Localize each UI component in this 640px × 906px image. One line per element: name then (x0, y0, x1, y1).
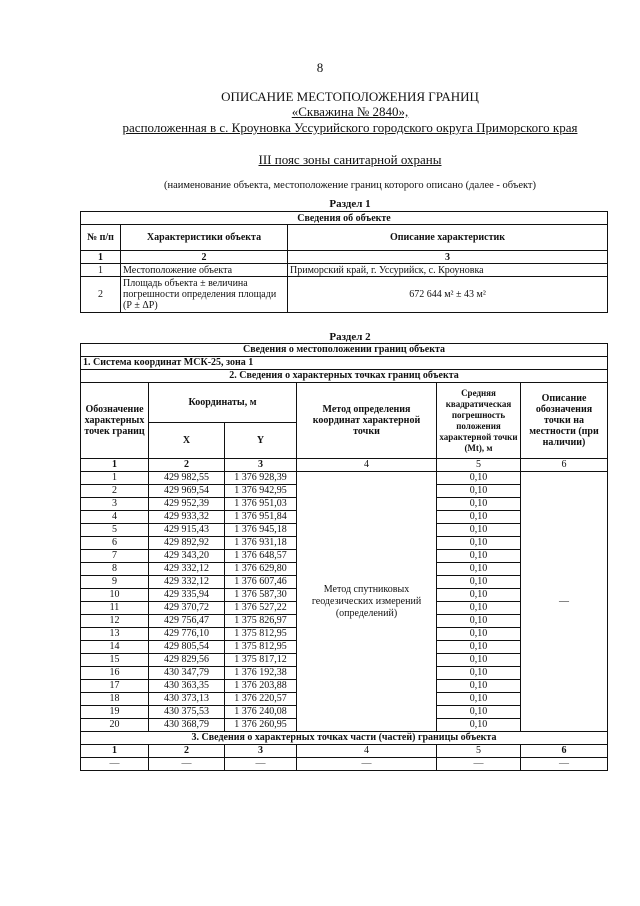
point-accuracy: 0,10 (437, 563, 521, 576)
point-number: 10 (81, 589, 149, 602)
point-x: 429 952,39 (149, 498, 225, 511)
point-accuracy: 0,10 (437, 550, 521, 563)
object-info-table (80, 211, 608, 313)
dash-cell: — (437, 758, 521, 771)
point-x: 429 982,55 (149, 472, 225, 485)
num-cell: 4 (297, 745, 437, 758)
num-cell: 2 (121, 251, 288, 264)
point-number: 6 (81, 537, 149, 550)
col-method-header: Метод определения координат характерной точки (297, 383, 437, 459)
point-accuracy: 0,10 (437, 667, 521, 680)
row-desc: 672 644 м² ± 43 м² (288, 277, 608, 313)
subsection3-header: 3. Сведения о характерных точках части (частей) границы объекта (81, 732, 608, 745)
section2-label: Раздел 2 (329, 331, 371, 343)
col-desc-header: Описание характеристик (288, 225, 608, 251)
point-y: 1 376 945,18 (225, 524, 297, 537)
point-x: 429 933,32 (149, 511, 225, 524)
point-x: 430 375,53 (149, 706, 225, 719)
point-accuracy: 0,10 (437, 680, 521, 693)
method-cell: Метод спутниковых геодезических измерений (определений) (297, 472, 437, 732)
point-y: 1 376 587,30 (225, 589, 297, 602)
point-accuracy: 0,10 (437, 472, 521, 485)
point-y: 1 376 260,95 (225, 719, 297, 732)
point-y: 1 375 812,95 (225, 641, 297, 654)
point-number: 16 (81, 667, 149, 680)
point-number: 17 (81, 680, 149, 693)
point-y: 1 376 629,80 (225, 563, 297, 576)
point-x: 430 373,13 (149, 693, 225, 706)
boundary-points-table (80, 343, 608, 771)
point-y: 1 376 942,95 (225, 485, 297, 498)
page-number: 8 (316, 60, 324, 75)
point-number: 2 (81, 485, 149, 498)
point-number: 11 (81, 602, 149, 615)
point-number: 12 (81, 615, 149, 628)
row-char: Местоположение объекта (121, 264, 288, 277)
point-accuracy: 0,10 (437, 719, 521, 732)
subsection2-header: 2. Сведения о характерных точках границ объекта (81, 370, 608, 383)
row-num: 1 (81, 264, 121, 277)
dash-cell: — (297, 758, 437, 771)
point-y: 1 376 203,88 (225, 680, 297, 693)
num-cell: 3 (225, 745, 297, 758)
num-cell: 4 (297, 459, 437, 472)
num-cell: 1 (81, 459, 149, 472)
point-x: 429 332,12 (149, 576, 225, 589)
point-x: 430 363,35 (149, 680, 225, 693)
section1-header: Сведения об объекте (81, 212, 608, 225)
point-x: 429 829,56 (149, 654, 225, 667)
num-cell: 3 (225, 459, 297, 472)
point-y: 1 375 812,95 (225, 628, 297, 641)
col-char-header: Характеристики объекта (121, 225, 288, 251)
num-cell: 2 (149, 745, 225, 758)
table-row (81, 472, 608, 485)
point-y: 1 376 240,08 (225, 706, 297, 719)
point-number: 3 (81, 498, 149, 511)
point-accuracy: 0,10 (437, 706, 521, 719)
point-y: 1 376 928,39 (225, 472, 297, 485)
point-x: 429 969,54 (149, 485, 225, 498)
num-cell: 6 (521, 459, 608, 472)
point-number: 14 (81, 641, 149, 654)
point-number: 13 (81, 628, 149, 641)
row-desc: Приморский край, г. Уссурийск, с. Кроуновка (288, 264, 608, 277)
object-location: расположенная в с. Кроуновка Уссурийского городского округа Приморского края (122, 120, 578, 135)
point-number: 18 (81, 693, 149, 706)
zone-title: III пояс зоны санитарной охраны (258, 152, 442, 167)
num-cell: 5 (437, 459, 521, 472)
point-accuracy: 0,10 (437, 602, 521, 615)
point-y: 1 376 192,38 (225, 667, 297, 680)
point-number: 5 (81, 524, 149, 537)
point-y: 1 376 607,46 (225, 576, 297, 589)
points-body (81, 472, 608, 732)
point-x: 429 335,94 (149, 589, 225, 602)
point-accuracy: 0,10 (437, 615, 521, 628)
point-accuracy: 0,10 (437, 576, 521, 589)
col-coords-header: Координаты, м (149, 383, 297, 423)
point-accuracy: 0,10 (437, 524, 521, 537)
point-number: 7 (81, 550, 149, 563)
point-accuracy: 0,10 (437, 498, 521, 511)
point-accuracy: 0,10 (437, 641, 521, 654)
num-cell: 1 (81, 745, 149, 758)
point-accuracy: 0,10 (437, 693, 521, 706)
table-row (81, 277, 608, 313)
dash-cell: — (81, 758, 149, 771)
point-accuracy: 0,10 (437, 485, 521, 498)
point-accuracy: 0,10 (437, 654, 521, 667)
col-point-header: Обозначение характерных точек границ (81, 383, 149, 459)
point-y: 1 376 951,84 (225, 511, 297, 524)
point-y: 1 376 527,22 (225, 602, 297, 615)
point-y: 1 376 931,18 (225, 537, 297, 550)
point-accuracy: 0,10 (437, 537, 521, 550)
point-number: 19 (81, 706, 149, 719)
col-x-header: X (149, 423, 225, 459)
section2-header: Сведения о местоположении границ объекта (81, 344, 608, 357)
point-accuracy: 0,10 (437, 511, 521, 524)
point-y: 1 375 817,12 (225, 654, 297, 667)
point-x: 430 368,79 (149, 719, 225, 732)
point-description: — (521, 472, 608, 732)
point-number: 9 (81, 576, 149, 589)
num-cell: 3 (288, 251, 608, 264)
row-num: 2 (81, 277, 121, 313)
num-cell: 6 (521, 745, 608, 758)
point-x: 430 347,79 (149, 667, 225, 680)
col-y-header: Y (225, 423, 297, 459)
dash-cell: — (225, 758, 297, 771)
point-y: 1 375 826,97 (225, 615, 297, 628)
point-accuracy: 0,10 (437, 589, 521, 602)
point-y: 1 376 648,57 (225, 550, 297, 563)
object-name: «Скважина № 2840», (291, 104, 409, 119)
point-x: 429 756,47 (149, 615, 225, 628)
point-x: 429 892,92 (149, 537, 225, 550)
point-x: 429 805,54 (149, 641, 225, 654)
document-title: ОПИСАНИЕ МЕСТОПОЛОЖЕНИЯ ГРАНИЦ (221, 89, 479, 104)
point-number: 8 (81, 563, 149, 576)
col-desc-header: Описание обозначения точки на местности (при наличии) (521, 383, 608, 459)
point-x: 429 915,43 (149, 524, 225, 537)
section1-label: Раздел 1 (329, 198, 371, 210)
object-note: (наименование объекта, местоположение границ которого описано (далее - объект) (163, 180, 537, 191)
point-y: 1 376 220,57 (225, 693, 297, 706)
col-accuracy-header: Средняя квадратическая погрешность положения характерной точки (Мt), м (437, 383, 521, 459)
coord-system: 1. Система координат МСК-25, зона 1 (81, 357, 608, 370)
point-number: 4 (81, 511, 149, 524)
num-cell: 2 (149, 459, 225, 472)
num-cell: 1 (81, 251, 121, 264)
point-x: 429 776,10 (149, 628, 225, 641)
point-number: 1 (81, 472, 149, 485)
num-cell: 5 (437, 745, 521, 758)
dash-cell: — (149, 758, 225, 771)
point-y: 1 376 951,03 (225, 498, 297, 511)
dash-cell: — (521, 758, 608, 771)
table-row (81, 264, 608, 277)
point-x: 429 370,72 (149, 602, 225, 615)
point-x: 429 343,20 (149, 550, 225, 563)
row-char: Площадь объекта ± величина погрешности определения площади (Р ± ΔР) (121, 277, 288, 313)
point-number: 20 (81, 719, 149, 732)
point-accuracy: 0,10 (437, 628, 521, 641)
point-x: 429 332,12 (149, 563, 225, 576)
col-num-header: № п/п (81, 225, 121, 251)
point-number: 15 (81, 654, 149, 667)
